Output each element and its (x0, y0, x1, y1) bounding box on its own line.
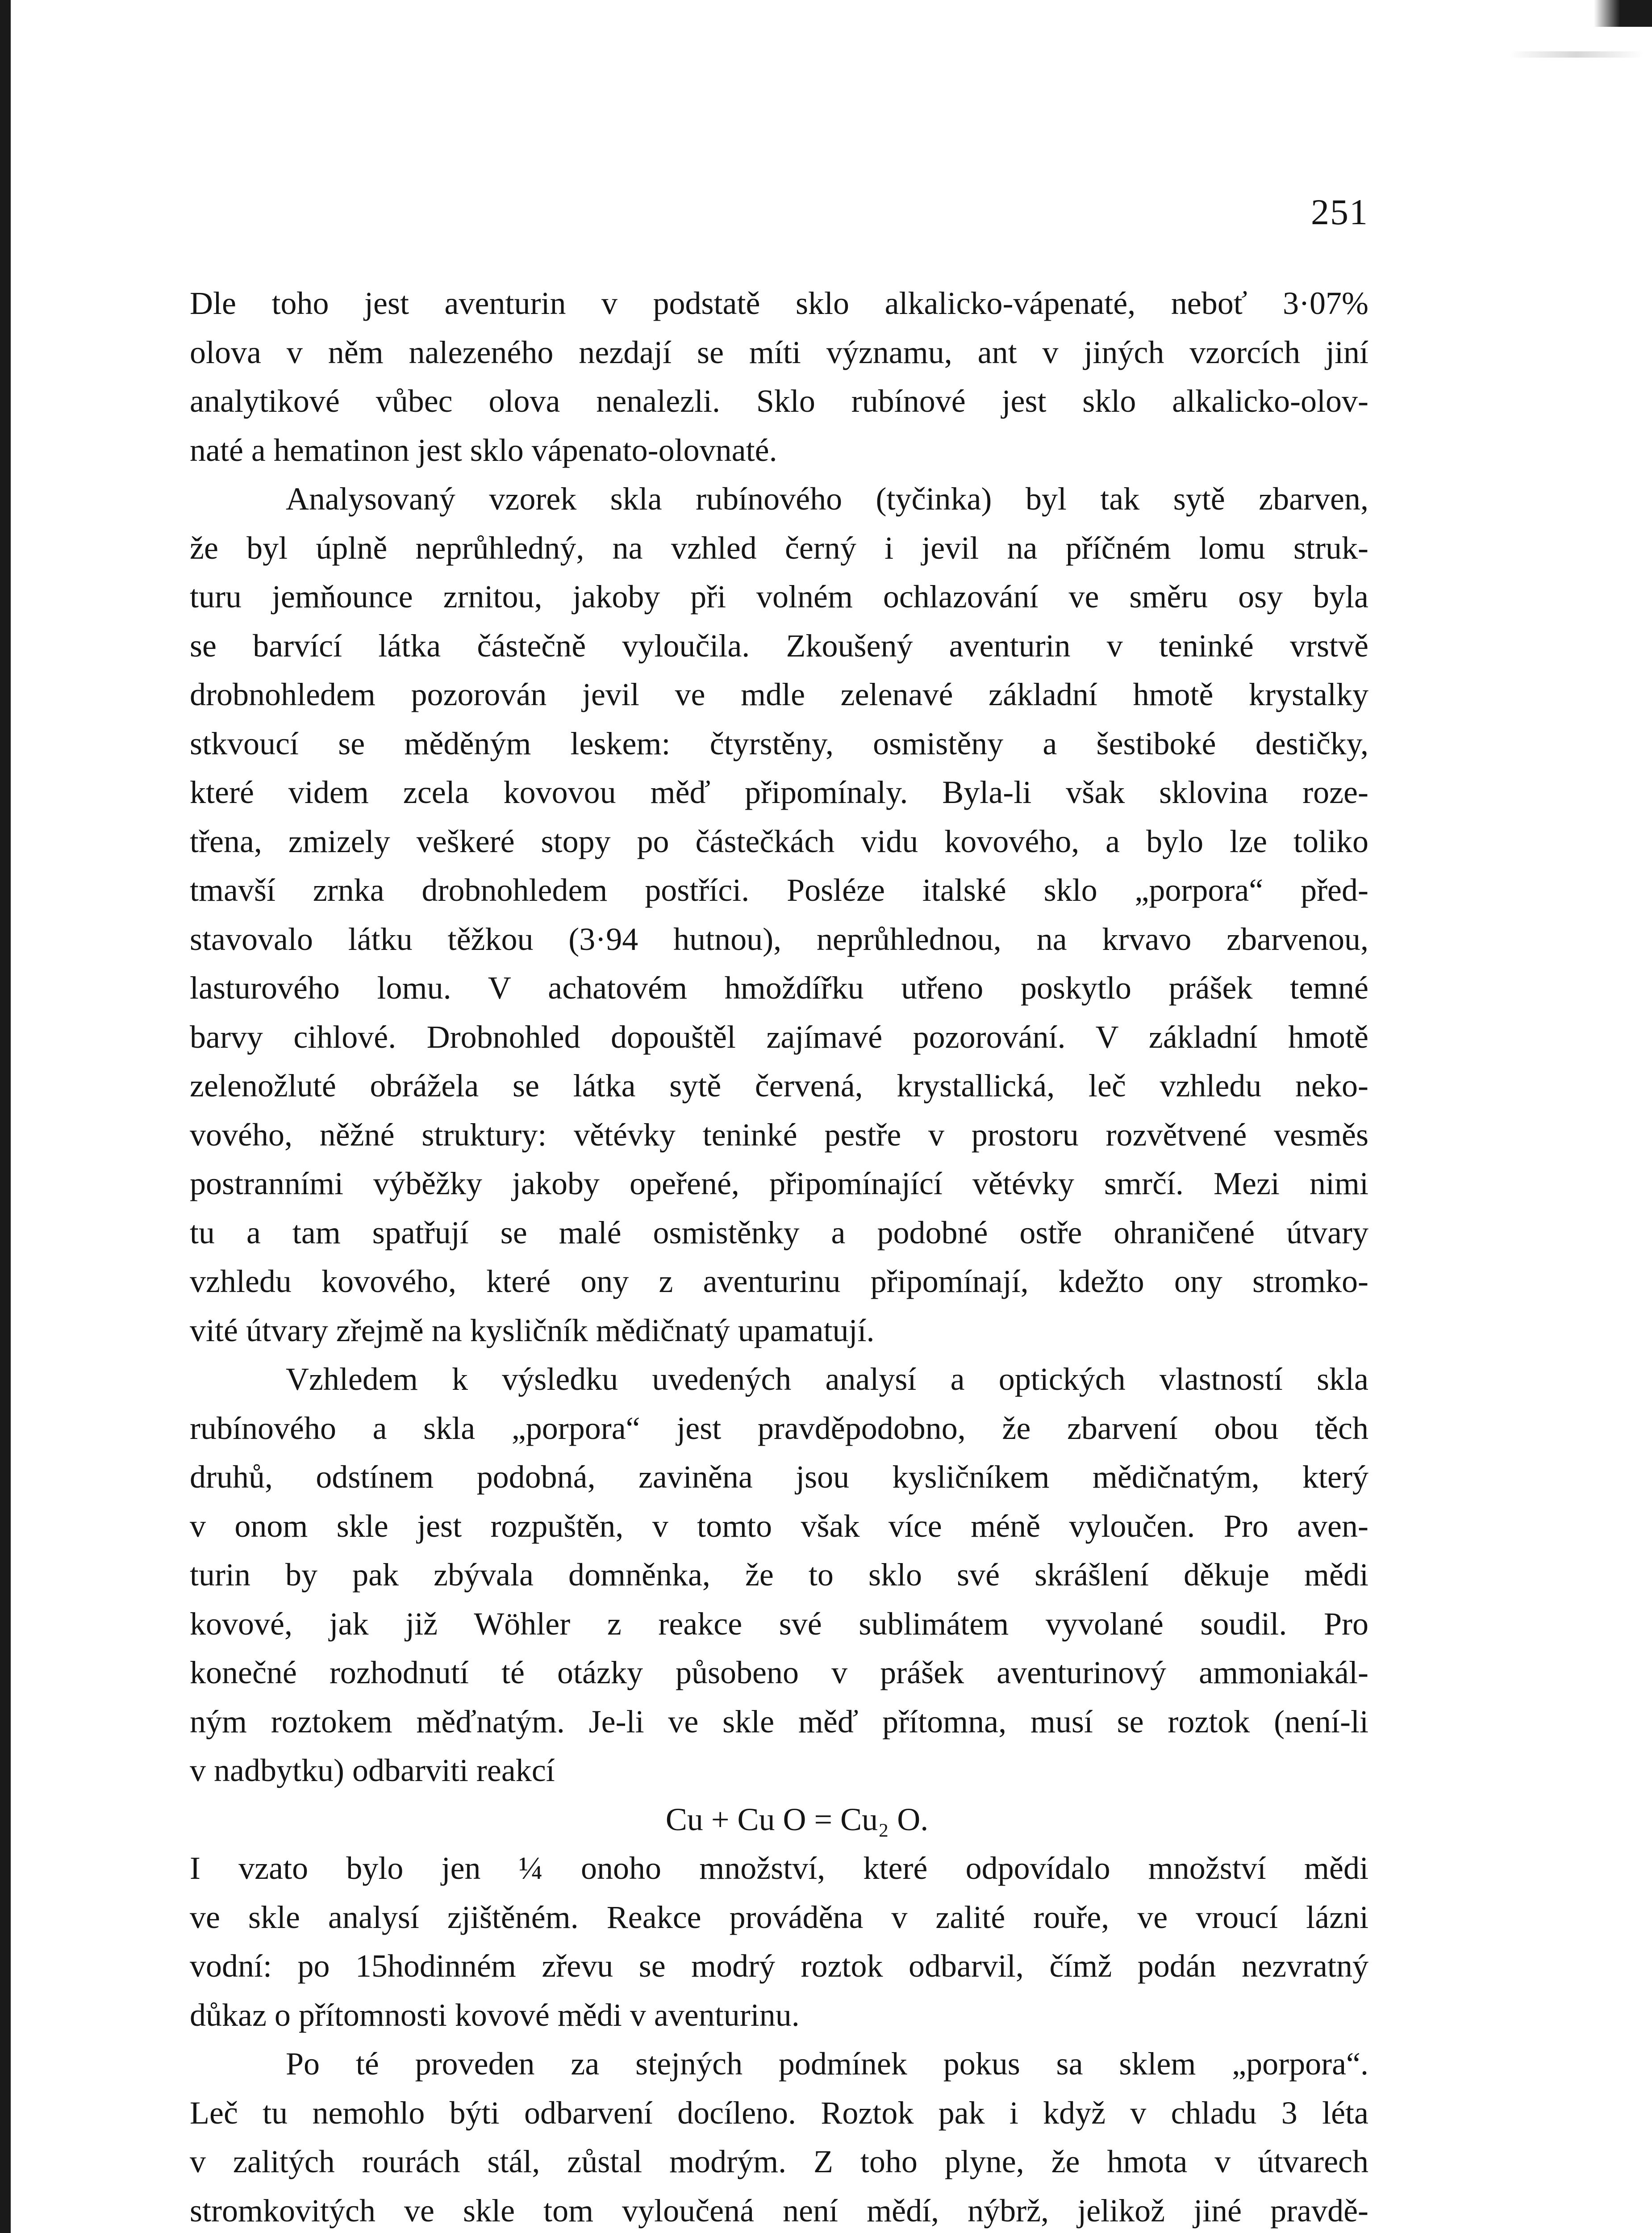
text-line: důkaz o přítomnosti kovové mědi v aventurinu. (190, 1997, 800, 2033)
body-text (190, 279, 1368, 2233)
text-line: tu a tam spatřují se malé osmistěnky a podobné ostře ohraničené útvary (190, 1214, 1368, 1250)
text-line: druhů, odstínem podobná, zaviněna jsou kysličníkem mědičnatým, který (190, 1459, 1368, 1495)
text-line: stromkovitých ve skle tom vyloučená není mědí, nýbrž, jelikož jiné pravdě- (190, 2192, 1368, 2229)
text-line: vového, něžné struktury: větévky teninké pestře v prostoru rozvětvené vesměs (190, 1116, 1368, 1153)
text-line: v nadbytku) odbarviti reakcí (190, 1752, 555, 1788)
text-line: které videm zcela kovovou měď připomínaly. Byla-li však sklovina roze- (190, 774, 1368, 810)
text-line: drobnohledem pozorován jevil ve mdle zelenavé základní hmotě krystalky (190, 677, 1368, 712)
text-line: Leč tu nemohlo býti odbarvení docíleno. Roztok pak i když v chladu 3 léta (190, 2095, 1368, 2131)
text-line: tmavší zrnka drobnohledem postříci. Posléze italské sklo „porpora“ před- (190, 872, 1368, 908)
text-line: vité útvary zřejmě na kysličník mědičnatý upamatují. (190, 1312, 875, 1348)
text-line: postranními výběžky jakoby opeřené, připomínající větévky smrčí. Mezi nimi (190, 1166, 1368, 1201)
text-line: vodní: po 15hodinném zřevu se modrý roztok odbarvil, čímž podán nezvratný (190, 1948, 1368, 1984)
text-line: ným roztokem měďnatým. Je-li ve skle měď přítomna, musí se roztok (není-li (190, 1703, 1368, 1740)
text-line: ve skle analysí zjištěném. Reakce prováděna v zalité rouře, ve vroucí lázni (190, 1899, 1368, 1935)
text-line: v zalitých rourách stál, zůstal modrým. Z toho plyne, že hmota v útvarech (190, 2144, 1368, 2179)
page-number: 251 (1311, 192, 1368, 232)
text-line: Analysovaný vzorek skla rubínového (tyčinka) byl tak sytě zbarven, (286, 481, 1368, 517)
text-line: konečné rozhodnutí té otázky působeno v prášek aventurinový ammoniakál- (190, 1655, 1368, 1690)
text-line: I vzato bylo jen ¼ onoho množství, které odpovídalo množství mědi (190, 1850, 1368, 1886)
text-line: turin by pak zbývala domněnka, že to sklo své skrášlení děkuje mědi (190, 1557, 1368, 1593)
text-line: vzhledu kovového, které ony z aventurinu připomínají, kdežto ony stromko- (190, 1263, 1368, 1299)
text-line: rubínového a skla „porpora“ jest pravděpodobno, že zbarvení obou těch (190, 1410, 1368, 1446)
text-line: stavovalo látku těžkou (3·94 hutnou), neprůhlednou, na krvavo zbarvenou, (190, 921, 1368, 957)
text-line: že byl úplně neprůhledný, na vzhled černý i jevil na příčném lomu struk- (190, 530, 1368, 566)
text-line: Dle toho jest aventurin v podstatě sklo alkalicko-vápenaté, neboť 3·07% (190, 285, 1368, 321)
text-line: analytikové vůbec olova nenalezli. Sklo rubínové jest sklo alkalicko-olov- (190, 383, 1368, 419)
text-line: olova v něm nalezeného nezdají se míti významu, ant v jiných vzorcích jiní (190, 334, 1368, 370)
text-line: barvy cihlové. Drobnohled dopouštěl zajímavé pozorování. V základní hmotě (190, 1019, 1368, 1055)
text-line: naté a hematinon jest sklo vápenato-olovnaté. (190, 432, 777, 468)
equation-line: Cu + Cu O = Cu₂ O. (665, 1801, 929, 1837)
text-line: v onom skle jest rozpuštěn, v tomto však více méně vyloučen. Pro aven- (190, 1508, 1368, 1544)
text-line: stkvoucí se měděným leskem: čtyrstěny, osmistěny a šestiboké destičky, (190, 725, 1368, 761)
text-line: třena, zmizely veškeré stopy po částečkách vidu kovového, a bylo lze toliko (190, 823, 1368, 859)
text-line: turu jemňounce zrnitou, jakoby při volném ochlazování ve směru osy byla (190, 579, 1368, 615)
text-line: lasturového lomu. V achatovém hmoždířku utřeno poskytlo prášek temné (190, 970, 1368, 1006)
text-line: Vzhledem k výsledku uvedených analysí a optických vlastností skla (286, 1361, 1368, 1397)
text-line: se barvící látka částečně vyloučila. Zkoušený aventurin v teninké vrstvě (190, 627, 1368, 664)
text-line: kovové, jak již Wöhler z reakce své sublimátem vyvolané soudil. Pro (190, 1606, 1368, 1642)
text-line: Po té proveden za stejných podmínek pokus sa sklem „porpora“. (286, 2046, 1368, 2082)
text-line: zelenožluté obrážela se látka sytě červená, krystallická, leč vzhledu neko- (190, 1068, 1368, 1104)
